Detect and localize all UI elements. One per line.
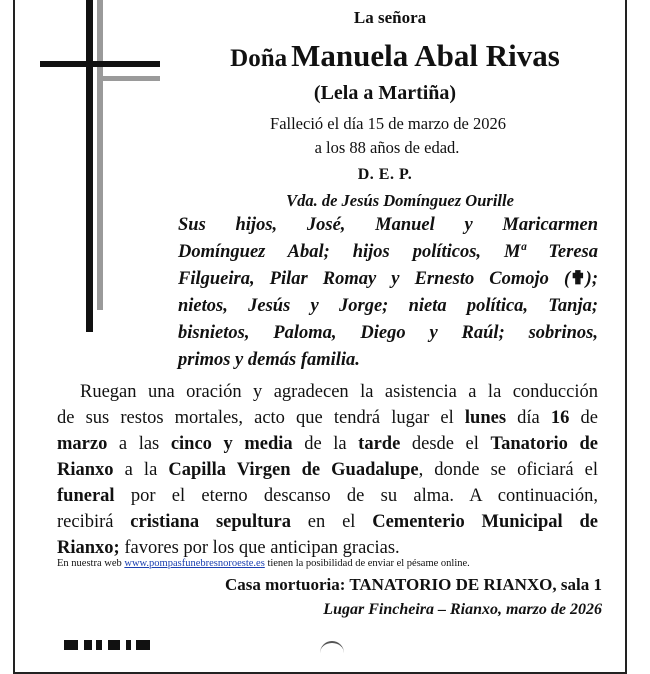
- family-line: nietos, Jesús y Jorge; nieta política, Tanja;: [178, 296, 598, 316]
- rip-line: D. E. P.: [357, 166, 413, 183]
- widow-line: Vda. de Jesús Domínguez Ourille: [286, 191, 514, 210]
- announcement-text: Ruegan una oración y agradecen la asistencia a la conducción de sus restos mortales, acto que tendrá lugar el lunes día 16 de marzo a las cinco y media de la tarde desde el Tanatorio de Rianxo a la Capilla Virgen de Guadalupe, donde se oficiará el funeral por el eterno descanso de su alma. A continuación, recibirá cristiana sepultura en el Cementerio Municipal de Rianxo; favores por los que anticipan gracias.: [57, 382, 599, 558]
- age-line: a los 88 años de edad.: [314, 138, 460, 157]
- website-link[interactable]: www.pompasfunebresnoroeste.es: [124, 558, 265, 569]
- qr-code-icon: [64, 638, 152, 650]
- family-line: Domínguez Abal; hijos políticos, Mª Teresa: [178, 242, 598, 262]
- family-line: bisnietos, Paloma, Diego y Raúl; sobrinos,: [178, 323, 598, 343]
- intro-text: La señora: [353, 8, 427, 27]
- family-line: primos y demás familia.: [178, 350, 360, 370]
- nickname: (Lela a Martiña): [313, 82, 457, 104]
- family-list: [178, 212, 598, 374]
- web-note: En nuestra web www.pompasfunebresnoroeste.es tienen la posibilidad de enviar el pésame online.: [57, 558, 470, 569]
- family-line: Sus hijos, José, Manuel y Maricarmen: [178, 215, 598, 235]
- family-line: Filgueira, Pilar Romay y Ernesto Comojo (✟);: [178, 266, 598, 293]
- death-date: Falleció el día 15 de marzo de 2026: [270, 114, 506, 133]
- funeral-home: Casa mortuoria: TANATORIO DE RIANXO, sala 1: [224, 575, 602, 594]
- place-date: Lugar Fincheira – Rianxo, marzo de 2026: [323, 601, 602, 618]
- name-prefix: Doña: [230, 45, 288, 72]
- dagger-icon: ✟: [570, 269, 586, 289]
- deceased-name: [180, 38, 610, 74]
- full-name: Manuela Abal Rivas: [291, 38, 560, 73]
